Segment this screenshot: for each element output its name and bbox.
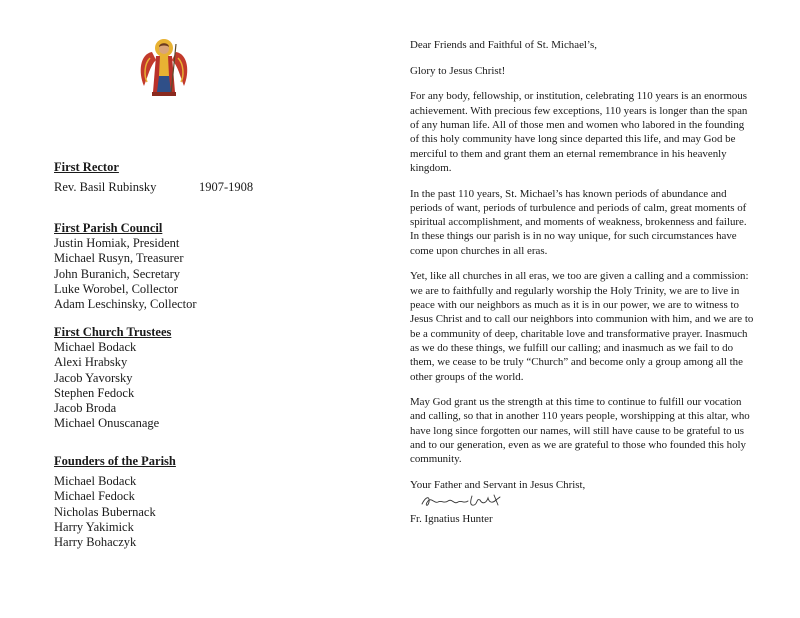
- letter-paragraph: In the past 110 years, St. Michael’s has known periods of abundance and periods of want, periods of turbulence and periods of calm, great moments of spiritual accomplishment, and moments of weakness, brokenness and failure. In these things our parish is in no way unique, for such circumstances have come upon churches in all eras.: [410, 187, 747, 257]
- founders-list: [54, 474, 156, 550]
- letter-greeting: Glory to Jesus Christ!: [410, 64, 506, 77]
- parish-council-list: [54, 236, 197, 312]
- list-item: Jacob Yavorsky: [54, 370, 133, 385]
- list-item: John Buranich, Secretary: [54, 266, 181, 281]
- list-item: Harry Yakimick: [54, 519, 134, 534]
- list-item: Michael Bodack: [54, 474, 137, 488]
- letter-signer: Fr. Ignatius Hunter: [410, 513, 493, 526]
- letter-closing: Your Father and Servant in Jesus Christ,: [410, 479, 586, 492]
- list-item: Alexi Hrabsky: [54, 355, 128, 370]
- letter-paragraph: For any body, fellowship, or institution, celebrating 110 years is an enormous achievement. With precious few exceptions, 110 years is longer than the span of any human life. All of those men and women who labored in the founding of this holy community have long since departed this life, and may God be merciful to them and grant them an eternal remembrance in his heavenly kingdom.: [410, 90, 748, 174]
- list-item: Michael Rusyn, Treasurer: [54, 251, 184, 266]
- first-rector-heading: First Rector: [54, 160, 119, 174]
- pastor-letter: [410, 38, 755, 538]
- list-item: Jacob Broda: [54, 401, 117, 416]
- list-item: Michael Onuscanage: [54, 416, 160, 431]
- letter-salutation: Dear Friends and Faithful of St. Michael’s,: [410, 39, 597, 51]
- list-item: Michael Bodack: [54, 340, 137, 354]
- letter-paragraph: May God grant us the strength at this time to continue to fulfill our vocation and calling, so that in another 110 years people, worshipping at this altar, who have long since forgotten our names, will still have cause to be grateful to us and to our generation, even as we are grateful to those who founded this holy community.: [410, 396, 750, 466]
- letter-paragraph: Yet, like all churches in all eras, we too are given a calling and a commission: we are to faithfully and regularly worship the Holy Trinity, we are to live in peace with our neighbors as much as it is in our power, we are to witness to Jesus Christ and to call our neighbors into communion with him, and we are to be a community of deep, charitable love and transformative prayer. Inasmuch as we do these things, we fulfill our calling; and inasmuch as we fail to do them, we cease to be truly “Church” and become only a group among all the other groups of the world.: [410, 270, 754, 383]
- list-item: Harry Bohaczyk: [54, 535, 137, 550]
- list-item: Stephen Fedock: [54, 385, 135, 400]
- list-item: Justin Homiak, President: [54, 236, 180, 250]
- list-item: Luke Worobel, Collector: [54, 281, 179, 296]
- first-rector-row: [54, 180, 254, 195]
- first-rector-years: 1907-1908: [199, 180, 254, 194]
- list-item: Nicholas Bubernack: [54, 504, 156, 519]
- list-item: Adam Leschinsky, Collector: [54, 297, 197, 312]
- list-item: Michael Fedock: [54, 489, 135, 504]
- trustees-list: [54, 340, 159, 432]
- first-rector-name: Rev. Basil Rubinsky: [54, 180, 157, 194]
- trustees-heading: First Church Trustees: [54, 325, 172, 339]
- archangel-michael-icon: [138, 36, 190, 98]
- handwritten-signature: [420, 492, 755, 510]
- founders-heading: Founders of the Parish: [54, 454, 176, 468]
- parish-council-heading: First Parish Council: [54, 221, 163, 235]
